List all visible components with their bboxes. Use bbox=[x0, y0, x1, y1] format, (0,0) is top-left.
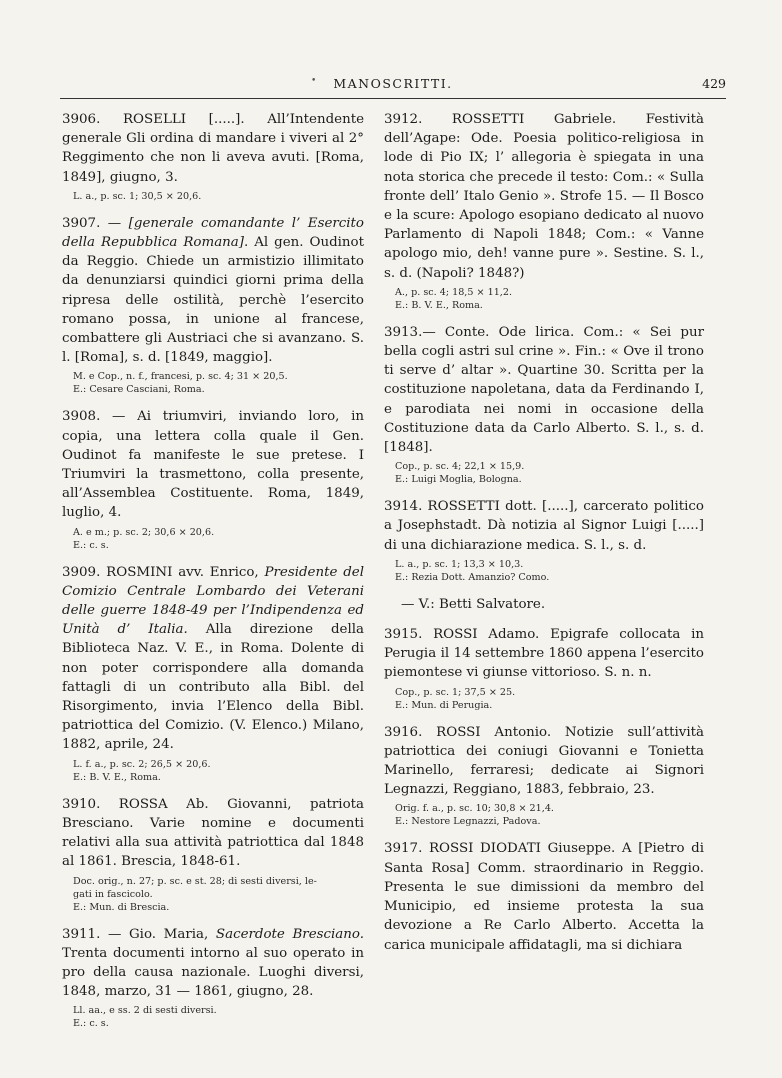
entry-meta-line: E.: Mun. di Perugia. bbox=[395, 699, 493, 711]
entry-meta-line: E.: c. s. bbox=[73, 539, 109, 551]
entry-meta bbox=[395, 460, 704, 486]
entry-meta-line: E.: Cesare Casciani, Roma. bbox=[73, 384, 205, 396]
entry-meta bbox=[395, 686, 704, 712]
entry-meta-line: L. a., p. sc. 1; 13,3 × 10,3. bbox=[395, 558, 524, 570]
entry-text: 3917. ROSSI DIODATI Giuseppe. A [Pietro di Santa Rosa] Comm. straordinario in Reggio. Presenta le sue dimissioni da membro del Municipio, ed insieme protesta la sua devozione a Re Carlo Alberto. Accetta la carica municipale affidatagli, ma si dichiara bbox=[384, 841, 704, 953]
entry-meta-line: E.: Nestore Legnazzi, Padova. bbox=[395, 816, 541, 828]
entry-text: 3916. ROSSI Antonio. Notizie sull’attività patriottica dei coniugi Giovanni e Tonietta Marinello, ferraresi; dedicate ai Signori Legnazzi, Reggiano, 1883, febbraio, 23. bbox=[384, 724, 704, 798]
entry-meta bbox=[73, 370, 364, 396]
page-header bbox=[60, 76, 726, 96]
entry-meta-line: Orig. f. a., p. sc. 10; 30,8 × 21,4. bbox=[395, 803, 554, 815]
catalog-entry bbox=[384, 110, 704, 312]
header-mark: • bbox=[311, 76, 317, 86]
entry-meta bbox=[73, 758, 364, 784]
entry-meta-line: E.: Mun. di Brescia. bbox=[73, 901, 170, 913]
catalog-entry bbox=[384, 625, 704, 712]
running-title: MANOSCRITTI. bbox=[333, 76, 453, 91]
entry-meta-line: Cop., p. sc. 1; 37,5 × 25. bbox=[395, 686, 516, 698]
entry-meta bbox=[395, 558, 704, 584]
left-column bbox=[62, 110, 364, 1030]
entry-text: 3911. — Gio. Maria, Sacerdote Bresciano. Trenta documenti intorno al suo operato in pro della causa nazionale. Luoghi diversi, 1848, marzo, 31 — 1861, giugno, 28. bbox=[62, 926, 364, 1000]
entry-meta-line: L. f. a., p. sc. 2; 26,5 × 20,6. bbox=[73, 758, 211, 770]
header-rule bbox=[60, 98, 726, 99]
entry-text: 3907. — [generale comandante l’ Esercito della Repubblica Romana]. Al gen. Oudinot da Reggio. Chiede un armistizio illimitato da denunziarsi quindici giorni prima della ripresa delle ostilità, perchè l’esercito romano possa, in unione al francese, combattere gli Austriaci che si avanzano. S. l. [Roma], s. d. [1849, maggio]. bbox=[62, 215, 364, 366]
entry-text: 3913.— Conte. Ode lirica. Com.: « Sei pur bella cogli astri sul crine ». Fin.: « Ove il trono ti serve d’ altar ». Quartine 30. Scritta per la costituzione napoletana, data da Ferdinando I, e parodiata nei nomi in occasione della Costituzione data da Carlo Alberto. S. l., s. d. [1848]. bbox=[384, 324, 704, 456]
entry-meta bbox=[73, 190, 364, 203]
entry-meta-line: L. a., p. sc. 1; 30,5 × 20,6. bbox=[73, 190, 202, 202]
entry-meta-line: A., p. sc. 4; 18,5 × 11,2. bbox=[395, 286, 513, 298]
entry-meta bbox=[73, 526, 364, 552]
catalog-entry bbox=[62, 795, 364, 914]
page-number: 429 bbox=[702, 76, 726, 91]
entry-meta-line: gati in fascicolo. bbox=[73, 888, 153, 900]
entry-meta-line: E.: B. V. E., Roma. bbox=[73, 771, 161, 783]
entry-meta-line: A. e m.; p. sc. 2; 30,6 × 20,6. bbox=[73, 526, 215, 538]
entry-meta-line: E.: B. V. E., Roma. bbox=[395, 299, 483, 311]
entry-text: 3912. ROSSETTI Gabriele. Festività dell’Agape: Ode. Poesia politico-religiosa in lode di Pio IX; l’ allegoria è spiegata in una nota storica che precede il testo: Com.: « Sulla fronte dell’ Italo Genio ». Strofe 15. — Il Bosco e la scure: Apologo esopiano dedicato al nuovo Parlamento di Napoli 1848; Com.: « Vanne apologo mio, deh! vanne pure ». Sestine. S. l., s. d. (Napoli? 1848?) bbox=[384, 112, 704, 281]
entry-meta-line: E.: c. s. bbox=[73, 1018, 109, 1030]
entry-text: 3909. ROSMINI avv. Enrico, Presidente del Comizio Centrale Lombardo dei Veterani delle guerre 1848-49 per l’Indipendenza ed Unità d’ Italia. Alla direzione della Biblioteca Naz. V. E., in Roma. Dolente di non poter corrispondere alla domanda fattagli di un contributo alla Bibl. del Risorgimento, invia l’Elenco della Bibl. patriottica del Comizio. (V. Elenco.) Milano, 1882, aprile, 24. bbox=[62, 564, 364, 753]
entry-meta bbox=[73, 1004, 364, 1030]
catalog-entry bbox=[62, 407, 364, 551]
entry-meta-line: M. e Cop., n. f., francesi, p. sc. 4; 31 × 20,5. bbox=[73, 371, 288, 383]
entry-meta-line: E.: Rezia Dott. Amanzio? Como. bbox=[395, 571, 550, 583]
entry-text: — V.: Betti Salvatore. bbox=[384, 596, 546, 612]
catalog-entry bbox=[384, 723, 704, 829]
entry-meta bbox=[73, 875, 364, 914]
entry-text: 3910. ROSSA Ab. Giovanni, patriota Bresciano. Varie nomine e documenti relativi alla sua attività patriottica dal 1848 al 1861. Brescia, 1848-61. bbox=[62, 796, 364, 870]
catalog-entry bbox=[62, 110, 364, 203]
right-column bbox=[384, 110, 704, 955]
entry-text: 3914. ROSSETTI dott. [.....], carcerato politico a Josephstadt. Dà notizia al Signor Luigi [.....] di una dichiarazione medica. S. l., s. d. bbox=[384, 499, 704, 553]
catalog-entry bbox=[384, 595, 704, 614]
catalog-entry bbox=[62, 214, 364, 397]
entry-meta-line: Ll. aa., e ss. 2 di sesti diversi. bbox=[73, 1005, 217, 1017]
catalog-entry bbox=[384, 839, 704, 954]
entry-meta-line: Cop., p. sc. 4; 22,1 × 15,9. bbox=[395, 461, 525, 473]
entry-meta-line: E.: Luigi Moglia, Bologna. bbox=[395, 474, 522, 486]
entry-meta bbox=[395, 286, 704, 312]
catalog-entry bbox=[384, 323, 704, 486]
entry-text: 3906. ROSELLI [.....]. All’Intendente generale Gli ordina di mandare i viveri al 2° Reggimento che non li aveva avuti. [Roma, 1849], giugno, 3. bbox=[62, 112, 364, 185]
entry-meta-line: Doc. orig., n. 27; p. sc. e st. 28; di sesti diversi, le- bbox=[73, 875, 317, 887]
catalog-entry bbox=[62, 563, 364, 784]
catalog-entry bbox=[62, 925, 364, 1031]
catalog-entry bbox=[384, 497, 704, 584]
entry-text: 3915. ROSSI Adamo. Epigrafe collocata in Perugia il 14 settembre 1860 appena l’esercito piemontese vi giunse vittorioso. S. n. n. bbox=[384, 627, 704, 681]
entry-meta bbox=[395, 802, 704, 828]
entry-text: 3908. — Ai triumviri, inviando loro, in copia, una lettera colla quale il Gen. Oudinot fa manifeste le sue pretese. I Triumviri la trasmettono, colla presente, all’Assemblea Costituente. Roma, 1849, luglio, 4. bbox=[62, 409, 364, 521]
